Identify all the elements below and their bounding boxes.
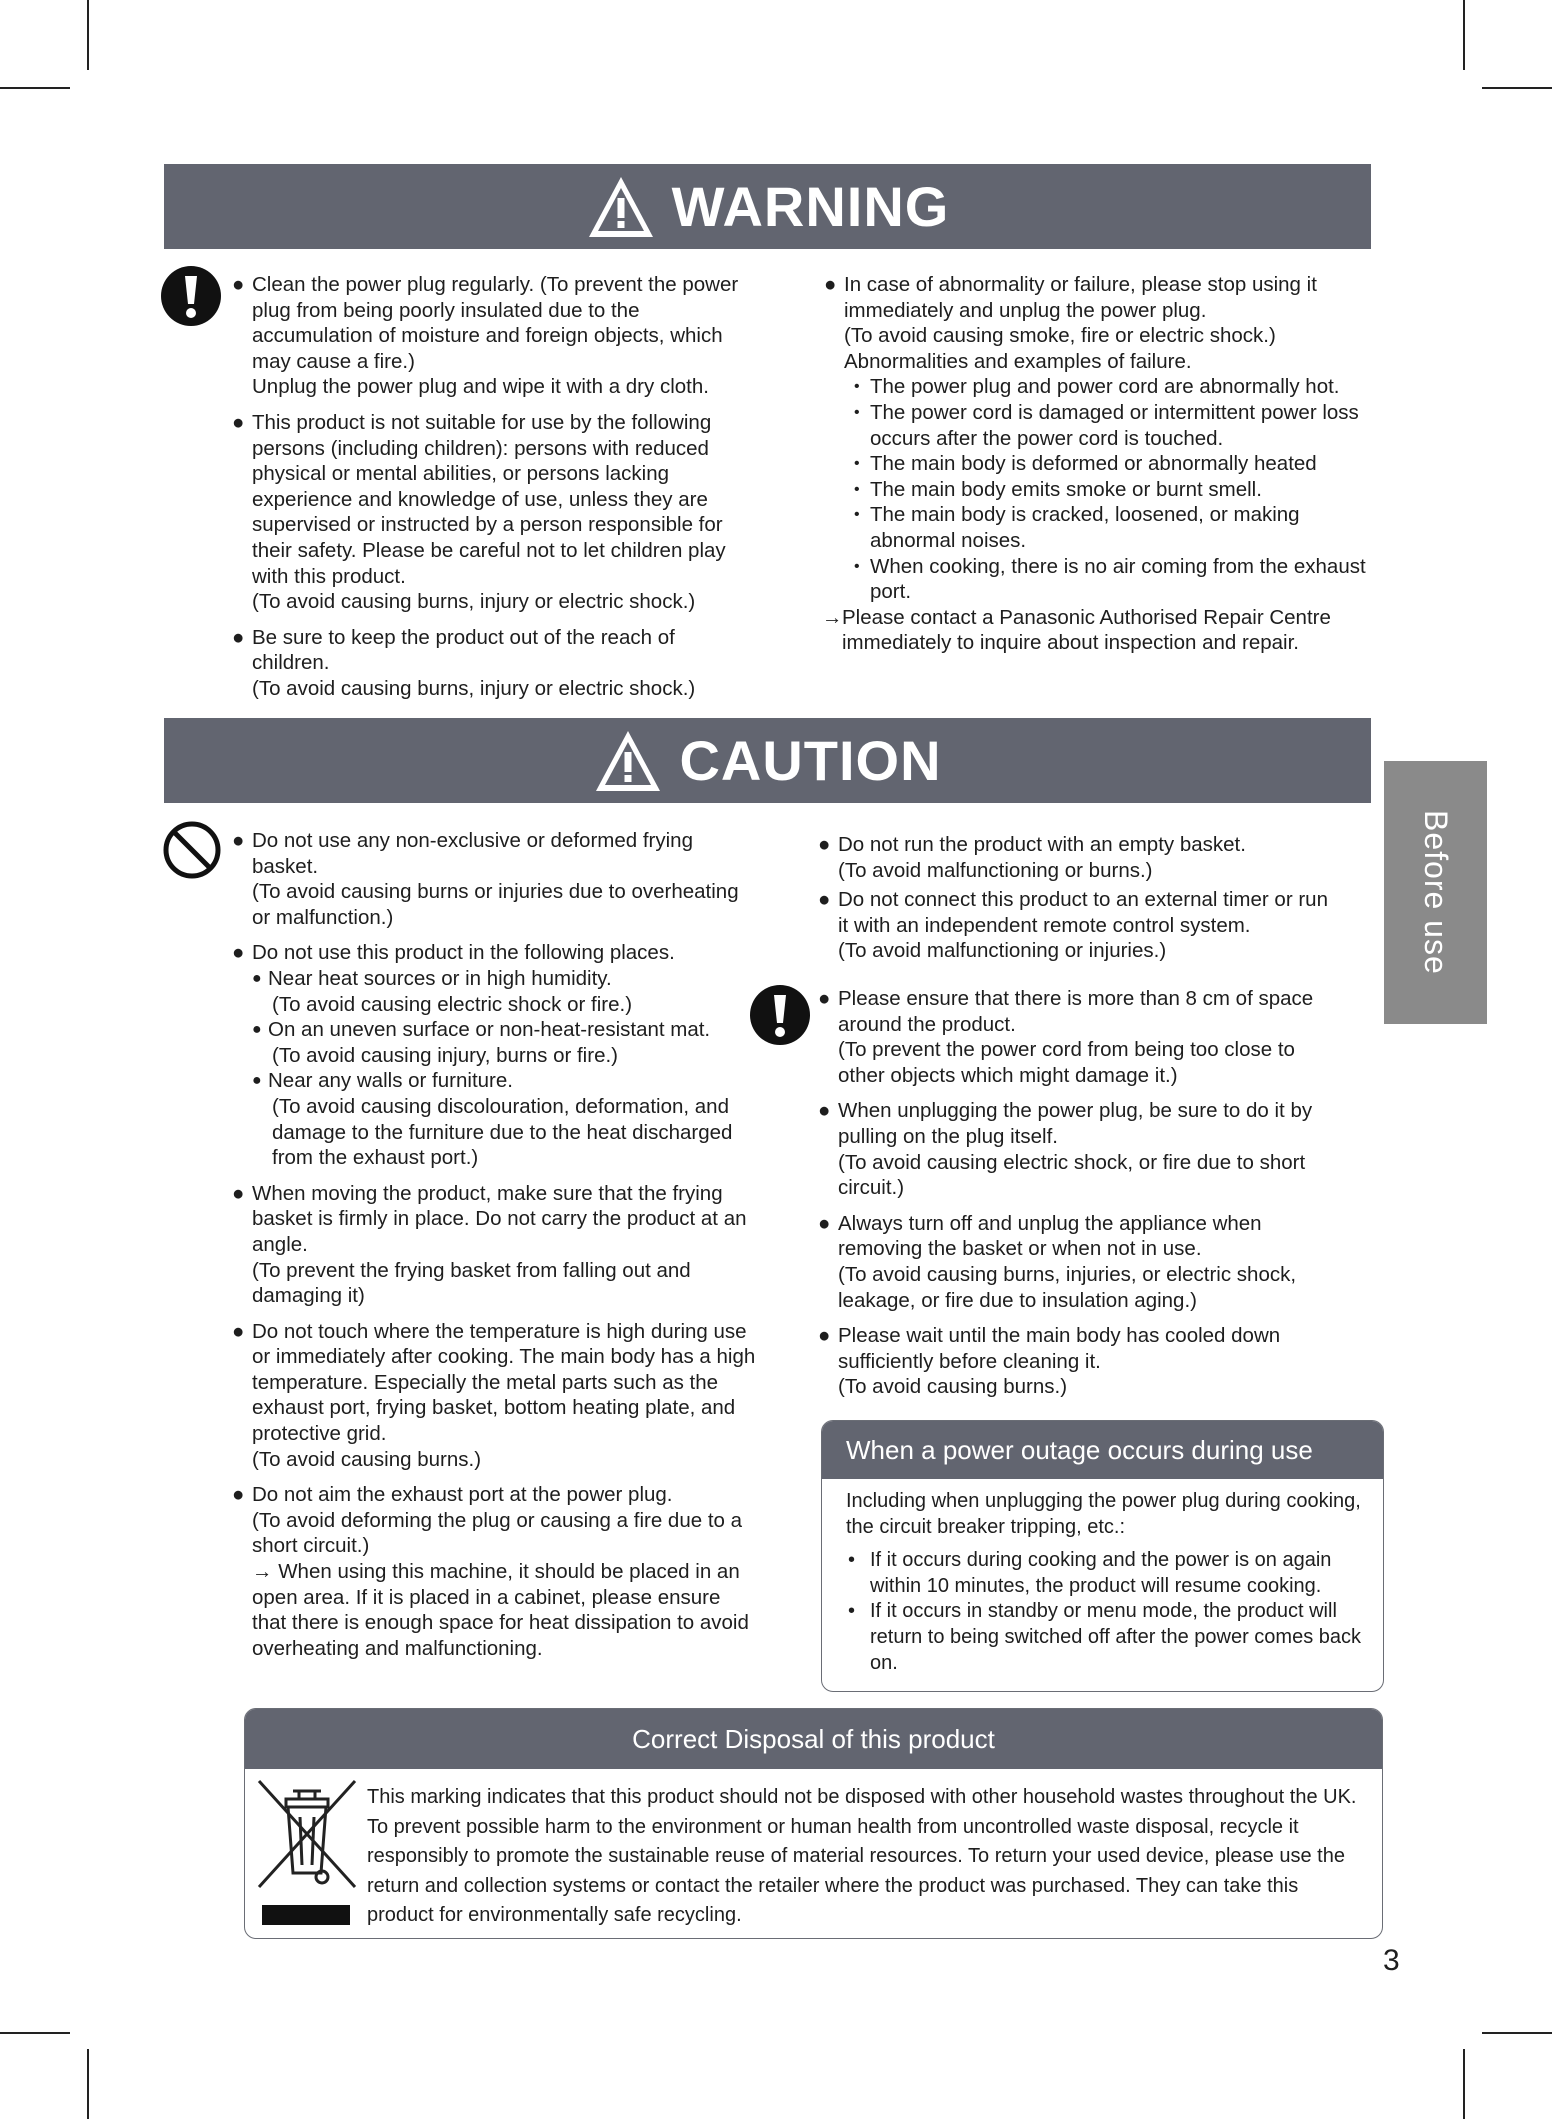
power-outage-body: Including when unplugging the power plug during cooking, the circuit breaker tripping, etc.: • If it occurs during cooking and the power is on again within 10 minutes, the product will resume cooking. • If it occurs in standby or menu mode, the product will return to being switched off after the power comes back on. <box>822 1479 1383 1676</box>
bullet-icon: ● <box>232 941 245 965</box>
bullet-icon: ● <box>818 1324 831 1348</box>
failure-example: • The power cord is damaged or intermittent power loss occurs after the power cord is touched. <box>854 400 1359 450</box>
bullet-icon: ● <box>232 410 245 434</box>
bullet-icon: ● <box>232 273 245 296</box>
failure-example: • The main body is deformed or abnormally heated <box>854 452 1317 476</box>
caution-item: ● Do not use any non-exclusive or deformed frying basket. (To avoid causing burns or injuries due to overheating or malfunction.) <box>232 829 739 929</box>
bullet-icon: ● <box>232 1181 245 1205</box>
warning-triangle-icon <box>593 728 663 794</box>
bullet-icon: ● <box>232 1483 245 1507</box>
caution-banner <box>164 718 1371 803</box>
warning-item: ● Clean the power plug regularly. (To prevent the power plug from being poorly insulated due to the accumulation of moisture and foreign objects, which may cause a fire.) Unplug the power plug and wipe it with a dry cloth. <box>232 273 739 399</box>
warning-triangle-icon <box>586 174 656 240</box>
warning-title: WARNING <box>671 175 950 238</box>
bullet-icon: ● <box>818 1099 831 1123</box>
caution-title: CAUTION <box>679 729 942 792</box>
failure-example: • When cooking, there is no air coming from the exhaust port. <box>854 554 1366 604</box>
caution-right-prohibit <box>818 832 1338 974</box>
disposal-text: This marking indicates that this product should not be disposed with other household wastes throughout the UK. To prevent possible harm to the environment or human health from uncontrolled waste disposal, recycle it responsibly to promote the sustainable reuse of material resources. To return your used device, please use the return and collection systems or contact the retailer where the product was purchased. They can take this product for environmentally safe recycling. <box>367 1786 1357 1926</box>
failure-example: • The main body is cracked, loosened, or making abnormal noises. <box>854 503 1300 552</box>
power-outage-bullet: • If it occurs in standby or menu mode, the product will return to being switched off after the power comes back on. <box>848 1600 1362 1674</box>
bullet-icon: ● <box>818 833 831 856</box>
bullet-icon: ● <box>232 829 245 852</box>
bullet-icon: ● <box>818 888 831 912</box>
bullet-icon: ● <box>818 987 831 1010</box>
caution-right-mandatory <box>818 986 1338 1410</box>
caution-item: ● Always turn off and unplug the appliance when removing the basket or when not in use. (To avoid causing burns, injuries, or electric shock, leakage, or fire due to insulation aging.) <box>818 1211 1297 1312</box>
exclamation-circle-icon <box>749 984 811 1046</box>
unsuitable-place: ● Near heat sources or in high humidity. (To avoid causing electric shock or fire.) <box>252 966 633 1016</box>
crop-mark <box>0 87 70 89</box>
disposal-title: Correct Disposal of this product <box>245 1709 1382 1769</box>
crop-mark <box>87 0 89 70</box>
crop-mark <box>1482 2032 1552 2034</box>
repair-instruction: → Please contact a Panasonic Authorised Repair Centre immediately to inquire about inspection and repair. <box>822 605 1331 655</box>
crop-mark <box>87 2049 89 2119</box>
crop-mark <box>0 2032 70 2034</box>
warning-left-column <box>232 272 752 712</box>
exclamation-circle-icon <box>160 265 222 327</box>
caution-item: ● Do not run the product with an empty basket. (To avoid malfunctioning or burns.) <box>818 833 1246 882</box>
caution-item: ● Do not touch where the temperature is high during use or immediately after cooking. The main body has a high temperature. Especially the metal parts such as the exhaust port, frying basket, bottom heating plate, and protective grid. (To avoid causing burns.) <box>232 1319 756 1471</box>
disposal-box <box>244 1708 1383 1939</box>
warning-item: ● This product is not suitable for use by the following persons (including children): persons with reduced physical or mental abilities, or persons lacking experience and knowledge of use, unless they are supervised or instructed by a person responsible for their safety. Please be careful not to let children play with this product. (To avoid causing burns, injury or electric shock.) <box>232 410 726 614</box>
caution-item: ● Please ensure that there is more than 8 cm of space around the product. (To prevent the power cord from being too close to other objects which might damage it.) <box>818 987 1314 1087</box>
crossed-bin-icon <box>253 1777 361 1903</box>
unsuitable-place: ● On an uneven surface or non-heat-resistant mat. (To avoid causing injury, burns or fire.) <box>252 1018 711 1067</box>
crop-mark <box>1463 0 1465 70</box>
power-outage-box <box>821 1420 1384 1692</box>
power-outage-title: When a power outage occurs during use <box>822 1421 1383 1479</box>
arrow-icon: → <box>252 1560 273 1584</box>
crop-mark <box>1463 2049 1465 2119</box>
caution-left-column <box>232 828 760 1671</box>
warning-item: ● Be sure to keep the product out of the reach of children. (To avoid causing burns, injury or electric shock.) <box>232 625 696 700</box>
failure-example: • The main body emits smoke or burnt smell. <box>854 477 1262 501</box>
bullet-icon: ● <box>232 625 245 649</box>
caution-item: ● Please wait until the main body has cooled down sufficiently before cleaning it. (To avoid causing burns.) <box>818 1324 1281 1399</box>
bullet-icon: ● <box>824 273 837 296</box>
caution-item: ● Do not use this product in the following places. ● Near heat sources or in high humidity. (To avoid causing electric shock or fire.) ● On an uneven surface or non-heat-resistant mat. (To avoid causing injury, burns or fire.) ● Near any walls or furniture. (To avoid causing discolouration, deformation, and damage to the furniture due to the heat discharged from the exhaust port.) <box>232 940 760 1170</box>
crop-mark <box>1482 87 1552 89</box>
caution-item: ● When unplugging the power plug, be sure to do it by pulling on the plug itself. (To avoid causing electric shock, or fire due to short circuit.) <box>818 1099 1313 1200</box>
bullet-icon: ● <box>232 1319 245 1343</box>
unsuitable-place: ● Near any walls or furniture. (To avoid causing discolouration, deformation, and damage to the furniture due to the heat discharged from the exhaust port.) <box>252 1069 733 1170</box>
caution-item: ● When moving the product, make sure that the frying basket is firmly in place. Do not carry the product at an angle. (To prevent the frying basket from falling out and damaging it) <box>232 1181 747 1308</box>
section-tab-label: Before use <box>1418 810 1454 975</box>
bullet-icon: ● <box>818 1211 831 1235</box>
warning-item: ● In case of abnormality or failure, please stop using it immediately and unplug the power plug. (To avoid causing smoke, fire or electric shock.) Abnormalities and examples of failure. • The power plug and power cord are abnormally hot. • The power cord is damaged or intermittent power loss occurs after the power cord is touched. • The main body is deformed or abnormally heated • The main body emits smoke or burnt smell. • The main body is cracked, loosened, or making abnormal noises. • When cooking, there is no air coming from the exhaust port. <box>824 272 1384 605</box>
failure-example: • The power plug and power cord are abnormally hot. <box>854 375 1340 399</box>
prohibition-icon <box>162 820 222 880</box>
caution-item: ● Do not aim the exhaust port at the power plug. (To avoid deforming the plug or causing a fire due to a short circuit.) → When using this machine, it should be placed in an open area. If it is placed in a cabinet, please ensure that there is enough space for heat dissipation to avoid overheating and malfunctioning. <box>232 1483 749 1660</box>
caution-item: ● Do not connect this product to an external timer or run it with an independent remote control system. (To avoid malfunctioning or injuries.) <box>818 888 1328 963</box>
arrow-icon: → <box>822 605 843 629</box>
disposal-bar <box>262 1905 350 1925</box>
power-outage-bullet: • If it occurs during cooking and the power is on again within 10 minutes, the product will resume cooking. <box>848 1549 1332 1597</box>
section-tab <box>1384 761 1487 1024</box>
page-number: 3 <box>1383 1944 1400 1977</box>
warning-right-column <box>824 272 1384 656</box>
warning-banner <box>164 164 1371 249</box>
